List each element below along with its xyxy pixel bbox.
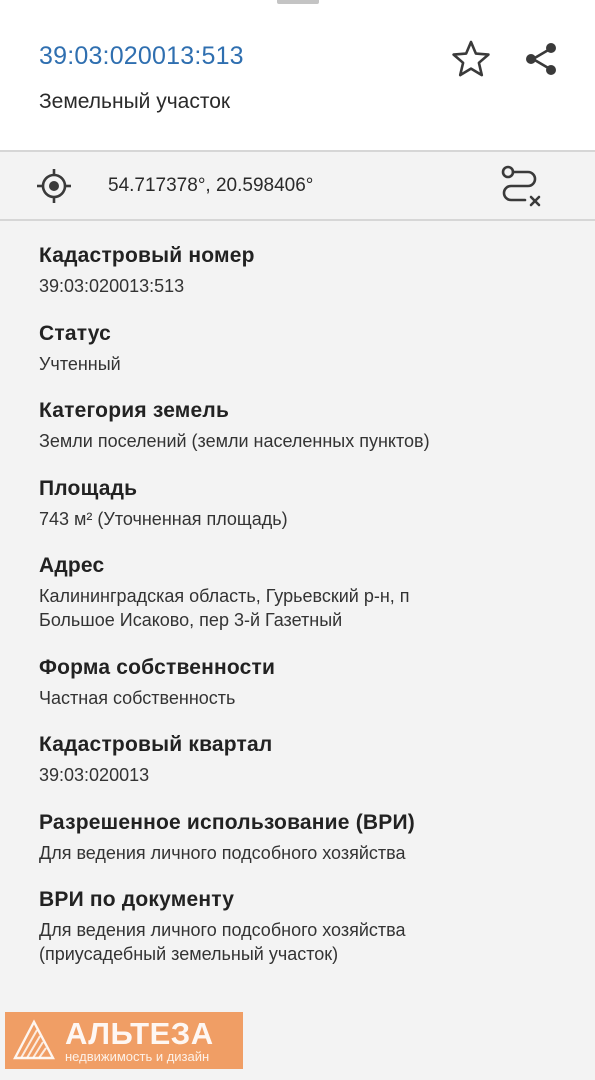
field-land-category — [39, 398, 579, 453]
header — [0, 0, 595, 150]
field-label: Адрес — [39, 554, 105, 577]
field-label: Площадь — [39, 477, 138, 500]
field-area — [39, 476, 579, 531]
coordinates-text[interactable]: 54.717378°, 20.598406° — [108, 175, 314, 196]
field-label: Статус — [39, 322, 111, 345]
field-value[interactable]: Частная собственность — [39, 688, 236, 708]
field-label: Разрешенное использование (ВРИ) — [39, 811, 415, 834]
field-status — [39, 321, 579, 376]
field-permitted-use — [39, 810, 579, 865]
gps-locate-icon[interactable] — [34, 166, 74, 206]
altezza-logo-icon — [11, 1018, 57, 1062]
star-outline-icon[interactable] — [449, 37, 493, 81]
field-label: ВРИ по документу — [39, 888, 235, 911]
share-icon[interactable] — [519, 37, 563, 81]
field-ownership-form — [39, 655, 579, 710]
field-value[interactable]: 743 м² (Уточненная площадь) — [39, 509, 288, 529]
field-value[interactable]: Учтенный — [39, 354, 121, 374]
route-icon[interactable] — [497, 163, 545, 209]
field-value[interactable]: Для ведения личного подсобного хозяйства (приусадебный земельный участок) — [39, 920, 406, 964]
watermark-tagline: недвижимость и дизайн — [65, 1049, 210, 1064]
field-value[interactable]: 39:03:020013:513 — [39, 276, 185, 296]
field-value[interactable]: Для ведения личного подсобного хозяйства — [39, 843, 406, 863]
watermark-brand-name: АЛЬТЕЗА — [65, 1016, 214, 1051]
field-value[interactable]: 39:03:020013 — [39, 765, 150, 785]
field-value[interactable]: Земли поселений (земли населенных пунктов) — [39, 431, 430, 451]
field-label: Кадастровый номер — [39, 244, 255, 267]
field-label: Категория земель — [39, 399, 230, 422]
field-permitted-use-by-document — [39, 887, 579, 966]
object-type-subtitle: Земельный участок — [39, 90, 231, 113]
field-label: Кадастровый квартал — [39, 733, 273, 756]
field-cadastral-quarter — [39, 732, 579, 787]
cadastral-number-title[interactable]: 39:03:020013:513 — [39, 42, 244, 70]
field-cadastral-number — [39, 243, 579, 298]
field-address — [39, 553, 579, 632]
altezza-watermark — [5, 1012, 243, 1069]
field-value[interactable]: Калининградская область, Гурьевский р-н, п Большое Исаково, пер 3-й Газетный — [39, 586, 410, 630]
field-label: Форма собственности — [39, 656, 276, 679]
